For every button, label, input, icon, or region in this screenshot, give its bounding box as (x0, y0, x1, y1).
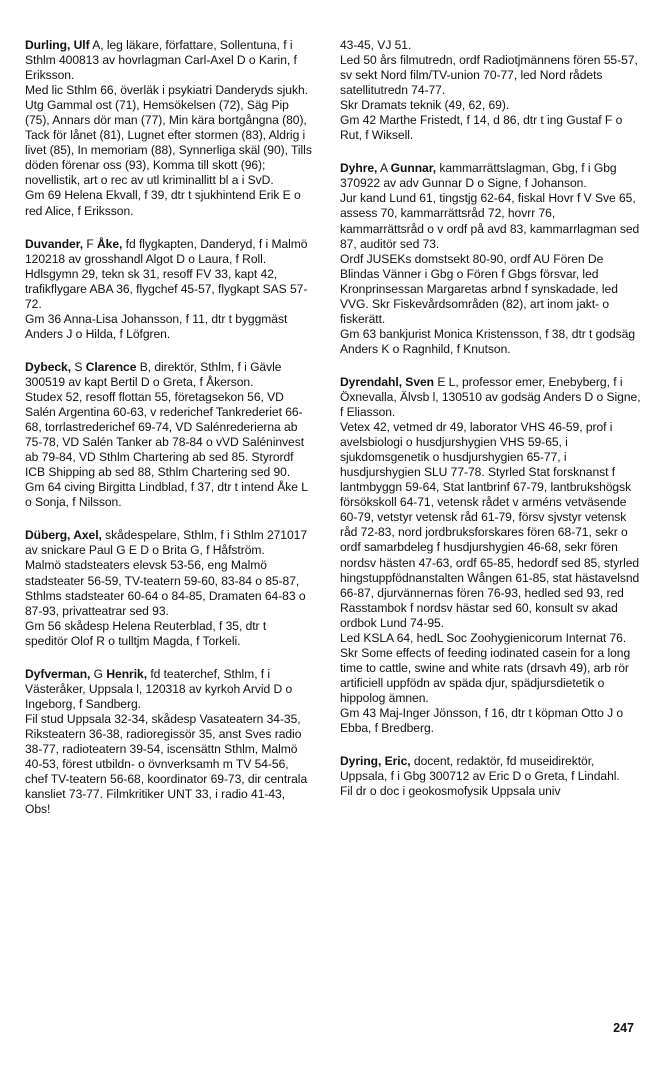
entry-dyhre (340, 161, 642, 357)
entry-durling (25, 38, 312, 219)
entry-given-name: Åke, (97, 236, 123, 251)
entry-dyfverman-continued (340, 38, 642, 143)
entry-intro: kammarrättslagman, Gbg, f i Gbg 370922 av adv Gunnar D o Signe, f Johanson. (340, 161, 617, 191)
entry-name: Düberg, Axel, (25, 528, 102, 543)
entry-given-prefix: S (71, 359, 86, 374)
entry-line: Gm 43 Maj-Inger Jönsson, f 16, dtr t köpman Otto J o Ebba, f Bredberg. (340, 705, 624, 736)
entry-name: Dyfverman, (25, 666, 91, 681)
entry-name: Durling, Ulf (25, 38, 90, 52)
entry-dybeck (25, 360, 312, 510)
entry-line: Vetex 42, vetmed dr 49, laborator VHS 46-59, prof i avelsbiologi o husdjurshygien VHS 59-65, i sjukdomsgenetik o husdjurshygien 65-77, i husdjurshygien SLU 77-78. Styrled Stat forsknanst f lantmbyggn 59-64, Stat lantbrinf 67-79, lantbrukshögsk försökskoll 64-71, vetensk rådet v arméns vetväsende 60-79, vetstyr vetensk råd 61-79, försv sjvstyr vetensk råd 72-83, nord jordbruksforskares fören 68-71, sekr o ordf samarbdeleg f husdjurshygien 46-68, sekr fören nordsv hästen 47-63, ordf 65-85, hedordf sed 85, styrled hingstuppfödnanstalten Wången 61-85, stat hästavelsnd 66-87, djurvännernas fören 76-93, hedled sed 93, red Rasstambok f nordsv hästar sed 60, konsult sv akad ordbok Lund 74-95. (340, 420, 640, 630)
entry-line: 43-45, VJ 51. (340, 38, 412, 52)
entry-line: Skr Dramats teknik (49, 62, 69). (340, 98, 510, 113)
entry-dyfverman (25, 667, 312, 817)
entry-line: Gm 63 bankjurist Monica Kristensson, f 38, dtr t godsäg Anders K o Ragnhild, f Knutson. (340, 326, 636, 356)
entry-name: Dyring, Eric, (340, 754, 411, 769)
entry-line: Jur kand Lund 61, tingstjg 62-64, fiskal Hovr f V Sve 65, assess 70, kammarrättsråd 72, hovrr 76, kammarrättsråd o v ordf på avd 83, kammarrlagman sed 87, auditör sed 73. (340, 191, 640, 251)
entry-line: Led 50 års filmutredn, ordf Radiotjmännens fören 55-57, sv sekt Nord film/TV-union 70-77, led Nord rådets satellitutredn 74-77. (340, 53, 638, 98)
right-column (340, 38, 642, 817)
entry-line: Gm 36 Anna-Lisa Johansson, f 11, dtr t byggmäst Anders J o Hilda, f Löfgren. (25, 311, 288, 341)
entry-duvander (25, 237, 312, 342)
entry-given-name: Clarence (85, 359, 137, 374)
entry-line: Malmö stadsteaters elevsk 53-56, eng Malmö stadsteater 56-59, TV-teatern 59-60, 83-84 o 85-87, Sthlms stadsteater 60-64 o 84-85, Dramaten 64-83 o 87-93, privatteatrar sed 93. (25, 558, 306, 618)
entry-line: Hdlsgymn 29, tekn sk 31, resoff FV 33, kapt 42, trafikflygare ABA 36, flygchef 45-57, flygkapt SAS 57-72. (25, 266, 308, 311)
entry-given-prefix: F (83, 236, 97, 251)
entry-dyring (340, 754, 642, 799)
entry-name: Dyhre, (340, 161, 378, 176)
entry-intro: fd teaterchef, Sthlm, f i Västeråker, Uppsala l, 120318 av kyrkoh Arvid D o Ingeborg, f Sandberg. (25, 666, 293, 711)
entry-name: Duvander, (25, 236, 84, 251)
entry-given-name: Gunnar, (390, 161, 437, 176)
entry-intro: skådespelare, Sthlm, f i Sthlm 271017 av snickare Paul G E D o Brita G, f Håfström. (25, 528, 308, 558)
entry-line: Med lic Sthlm 66, överläk i psykiatri Danderyds sjukh. (25, 83, 308, 98)
entry-given-prefix: A (377, 161, 391, 176)
entry-dyrendahl (340, 375, 642, 736)
entry-line: Fil stud Uppsala 32-34, skådesp Vasateatern 34-35, Riksteatern 36-38, radioregissör 35, anst Sves radio 38-77, radioteatern 39-54, iscensättn Sthlm, Malmö 40-53, förest utbildn- o övnverksamh m TV 54-56, chef TV-teatern 56-68, koordinator 69-73, dir centrala kansliet 73-77. Filmkritiker UNT 33, i radio 41-43, Obs! (25, 711, 308, 817)
entry-line: Led KSLA 64, hedL Soc Zoohygienicorum Internat 76. (340, 630, 627, 645)
entry-name: Dyrendahl, Sven (340, 374, 435, 389)
entry-line: Utg Gammal ost (71), Hemsökelsen (72), Säg Pip (75), Annars dör man (77), Min kära bortgångna (80), Tack för lånet (81), Lugnet efter stormen (83), Aldrig i livet (85), In memoriam (88), Synnerliga skäl (90), Tills döden förenar oss (93), Komma till skott (96); novellistik, art o rec av utl kriminallitt bl a i SvD. (25, 98, 312, 188)
entry-duberg (25, 528, 312, 648)
entry-line: Skr Some effects of feeding iodinated casein for a long time to cattle, swine and white rats (drsavh 49), arb rör artificiell uppfödn av späda djur, spädjursdietetik o hippolog ämnen. (340, 645, 631, 705)
entry-line: Studex 52, resoff flottan 55, företagsekon 56, VD Salén Argentina 60-63, v rederichef Tankrederiet 66-68, torrlastrederichef 69-74, VD Salénrederierna ab 75-78, VD Salén Tanker ab 78-84 o vVD Saléninvest ab 79-84, VD Sthlm Chartering ab sed 85. Styrordf ICB Shipping ab sed 88, Sthlm Chartering sed 90. (25, 389, 305, 480)
entry-intro: E L, professor emer, Enebyberg, f i Öxnevalla, Älvsb l, 130510 av godsäg Anders D o Signe, f Eliasson. (340, 374, 641, 420)
left-column (25, 38, 312, 835)
entry-intro: A, leg läkare, författare, Sollentuna, f i Sthlm 400813 av hovrlagman Carl-Axel D o Karin, f Eriksson. (25, 38, 297, 83)
entry-intro: docent, redaktör, fd museidirektör, Uppsala, f i Gbg 300712 av Eric D o Greta, f Lindahl. (340, 754, 620, 784)
entry-given-name: Henrik, (106, 666, 148, 681)
entry-line: Gm 64 civing Birgitta Lindblad, f 37, dtr t intend Åke L o Sonja, f Nilsson. (25, 480, 308, 510)
entry-line: Gm 69 Helena Ekvall, f 39, dtr t sjukhintend Erik E o red Alice, f Eriksson. (25, 188, 301, 218)
entry-intro: B, direktör, Sthlm, f i Gävle 300519 av kapt Bertil D o Greta, f Åkerson. (25, 359, 282, 389)
entry-line: Fil dr o doc i geokosmofysik Uppsala univ (340, 784, 561, 799)
page-number: 247 (613, 1021, 634, 1035)
entry-given-prefix: G (90, 666, 107, 681)
entry-intro: fd flygkapten, Danderyd, f i Malmö 120218 av grosshandl Algot D o Laura, f Roll. (25, 236, 308, 266)
entry-line: Gm 56 skådesp Helena Reuterblad, f 35, dtr t speditör Olof R o tulltjm Magda, f Torkeli. (25, 618, 267, 648)
entry-name: Dybeck, (25, 359, 72, 374)
entry-line: Ordf JUSEKs domstsekt 80-90, ordf AU Fören De Blindas Vänner i Gbg o Fören f Gbgs försvar, led Kronprinsessan Margaretas arbnd f synskadade, led VVG. Skr Fiskevårdsområden (82), art inom jakt- o fiskerätt. (340, 251, 618, 326)
entry-line: Gm 42 Marthe Fristedt, f 14, d 86, dtr t ing Gustaf F o Rut, f Wiksell. (340, 113, 623, 143)
